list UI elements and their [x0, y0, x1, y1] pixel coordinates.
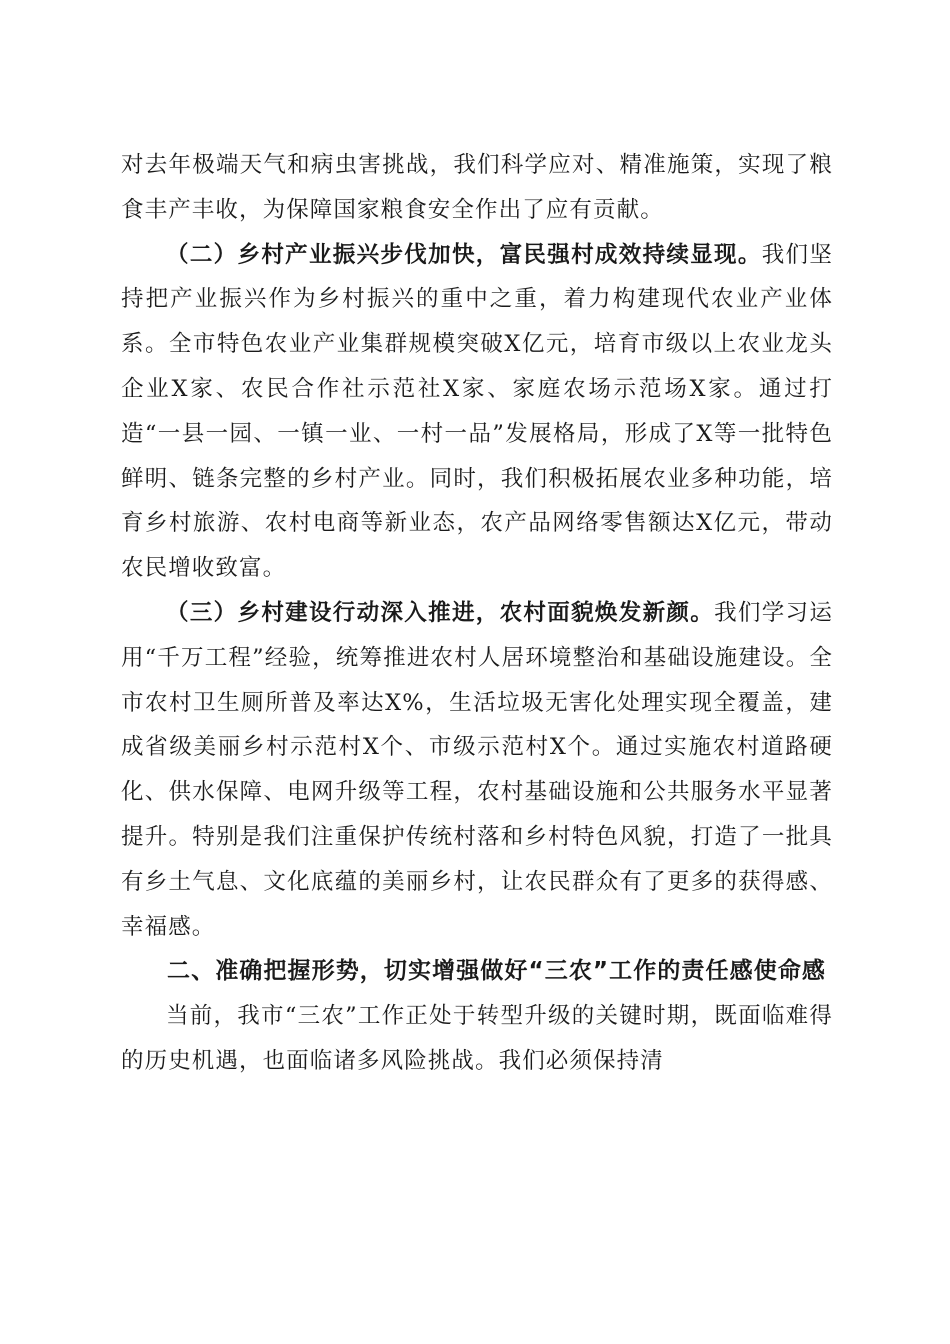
- paragraph-rural-construction: [121, 591, 833, 949]
- section-subheading-three: （三）乡村建设行动深入推进，农村面貌焕发新颜。: [166, 599, 715, 626]
- paragraph-text: 当前，我市“三农”工作正处于转型升级的关键时期，既面临难得的历史机遇，也面临诸多风险挑战。我们必须保持清: [121, 1003, 833, 1074]
- paragraph-text: 对去年极端天气和病虫害挑战，我们科学应对、精准施策，实现了粮食丰产丰收，为保障国家粮食安全作出了应有贡献。: [121, 152, 833, 223]
- heading-text: 二、准确把握形势，切实增强做好“三农”工作的责任感使命感: [167, 958, 827, 985]
- paragraph-industry-revitalization: [121, 233, 833, 591]
- paragraph-text: 我们坚持把产业振兴作为乡村振兴的重中之重，着力构建现代农业产业体系。全市特色农业产业集群规模突破X亿元，培育市级以上农业龙头企业X家、农民合作社示范社X家、家庭农场示范场X家。通过打造“一县一园、一镇一业、一村一品”发展格局，形成了X等一批特色鲜明、链条完整的乡村产业。同时，我们积极拓展农业多种功能，培育乡村旅游、农村电商等新业态，农产品网络零售额达X亿元，带动农民增收致富。: [121, 241, 833, 582]
- document-body: [121, 143, 833, 1084]
- section-heading-two: [121, 949, 833, 994]
- paragraph-grain-harvest: [121, 143, 833, 233]
- section-subheading-two: （二）乡村产业振兴步伐加快，富民强村成效持续显现。: [166, 241, 762, 268]
- paragraph-current-situation: [121, 994, 833, 1084]
- paragraph-text: 我们学习运用“千万工程”经验，统筹推进农村人居环境整治和基础设施建设。全市农村卫生厕所普及率达X%，生活垃圾无害化处理实现全覆盖，建成省级美丽乡村示范村X个、市级示范村X个。通过实施农村道路硬化、供水保障、电网升级等工程，农村基础设施和公共服务水平显著提升。特别是我们注重保护传统村落和乡村特色风貌，打造了一批具有乡土气息、文化底蕴的美丽乡村，让农民群众有了更多的获得感、幸福感。: [121, 599, 833, 940]
